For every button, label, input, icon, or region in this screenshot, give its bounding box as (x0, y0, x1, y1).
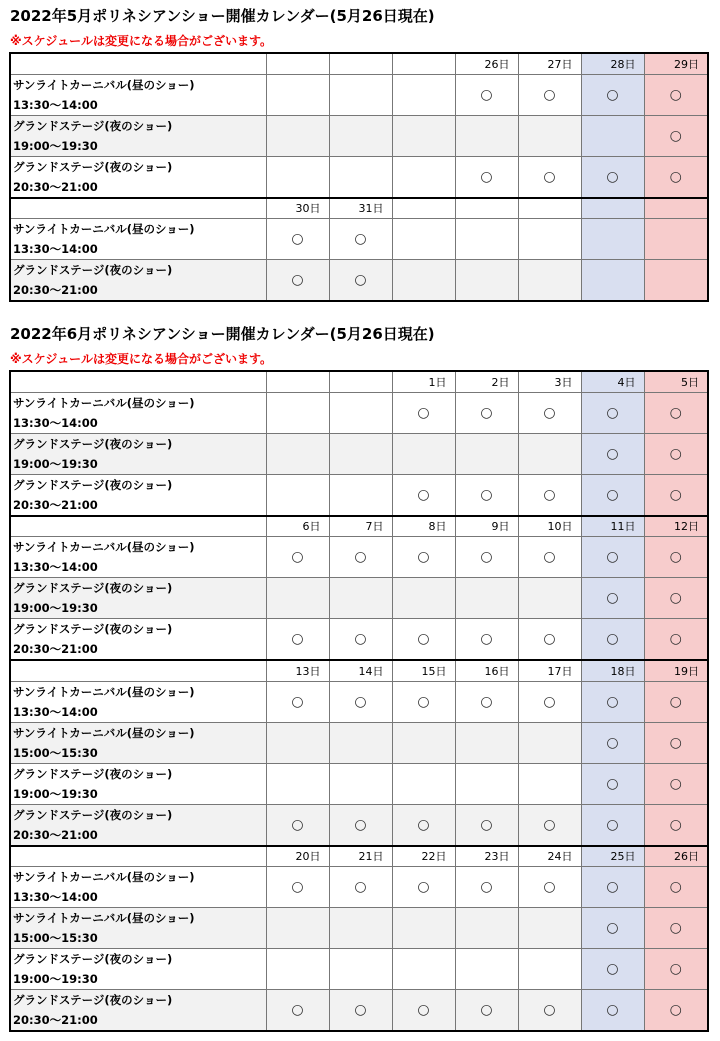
schedule-cell (518, 115, 581, 156)
may-schedule-note: ※スケジュールは変更になる場合がございます。 (10, 34, 272, 48)
june-schedule-table (9, 370, 709, 1032)
schedule-cell: ○ (644, 115, 708, 156)
schedule-cell: ○ (581, 156, 644, 198)
schedule-cell: ○ (329, 619, 392, 661)
day-header: 13日 (266, 660, 329, 681)
schedule-cell: ○ (266, 804, 329, 846)
schedule-cell: ○ (644, 990, 708, 1032)
june-calendar-section (0, 318, 720, 1032)
schedule-cell (329, 949, 392, 990)
show-row (10, 433, 708, 474)
show-time: 19:00～19:30 (13, 601, 98, 615)
show-row (10, 578, 708, 619)
show-time: 20:30～21:00 (13, 179, 98, 194)
day-header: 14日 (329, 660, 392, 681)
show-name: グランドステージ(夜のショー) (13, 952, 173, 966)
schedule-cell (266, 392, 329, 433)
schedule-cell: ○ (392, 619, 455, 661)
show-row (10, 74, 708, 115)
day-header (266, 53, 329, 74)
show-row (10, 260, 708, 302)
show-time: 13:30～14:00 (13, 242, 98, 256)
schedule-cell: ○ (581, 867, 644, 908)
show-label (10, 949, 266, 990)
day-header: 6日 (266, 516, 329, 537)
schedule-cell (518, 949, 581, 990)
day-header (266, 371, 329, 392)
schedule-cell (266, 115, 329, 156)
week-header-row (10, 371, 708, 392)
schedule-cell (455, 260, 518, 302)
day-header: 4日 (581, 371, 644, 392)
day-header: 18日 (581, 660, 644, 681)
schedule-cell: ○ (644, 681, 708, 722)
day-header: 23日 (455, 846, 518, 867)
day-header: 26日 (455, 53, 518, 74)
show-time: 19:00～19:30 (13, 456, 98, 471)
week-header-blank (10, 53, 266, 74)
day-header: 29日 (644, 53, 708, 74)
day-header: 19日 (644, 660, 708, 681)
show-row (10, 681, 708, 722)
schedule-cell: ○ (266, 867, 329, 908)
schedule-cell (455, 219, 518, 260)
day-header: 16日 (455, 660, 518, 681)
schedule-cell: ○ (644, 537, 708, 578)
schedule-cell: ○ (329, 804, 392, 846)
show-label (10, 433, 266, 474)
schedule-cell (518, 219, 581, 260)
schedule-cell (329, 763, 392, 804)
schedule-cell: ○ (266, 681, 329, 722)
schedule-cell: ○ (581, 908, 644, 949)
schedule-cell: ○ (329, 219, 392, 260)
day-header (455, 198, 518, 219)
show-time: 13:30～14:00 (13, 704, 98, 719)
schedule-cell (392, 908, 455, 949)
show-label (10, 722, 266, 763)
show-name: グランドステージ(夜のショー) (13, 118, 173, 133)
schedule-cell (392, 219, 455, 260)
schedule-cell: ○ (581, 74, 644, 115)
show-row (10, 619, 708, 661)
schedule-cell: ○ (644, 908, 708, 949)
show-name: グランドステージ(夜のショー) (13, 159, 173, 174)
schedule-cell: ○ (644, 722, 708, 763)
show-time: 19:00～19:30 (13, 786, 98, 801)
show-row (10, 156, 708, 198)
week-header-row (10, 53, 708, 74)
show-label (10, 908, 266, 949)
day-header (392, 198, 455, 219)
show-label (10, 74, 266, 115)
june-calendar-title: 2022年6月ポリネシアンショー開催カレンダー(5月26日現在) (10, 325, 435, 343)
schedule-cell (644, 219, 708, 260)
schedule-cell: ○ (581, 763, 644, 804)
schedule-cell (392, 949, 455, 990)
schedule-cell: ○ (581, 392, 644, 433)
schedule-cell: ○ (392, 681, 455, 722)
show-label (10, 219, 266, 260)
schedule-cell: ○ (329, 537, 392, 578)
show-label (10, 681, 266, 722)
show-row (10, 474, 708, 516)
schedule-cell: ○ (329, 990, 392, 1032)
day-header: 17日 (518, 660, 581, 681)
day-header: 11日 (581, 516, 644, 537)
show-row (10, 537, 708, 578)
show-row (10, 722, 708, 763)
schedule-cell (329, 722, 392, 763)
show-label (10, 804, 266, 846)
schedule-cell: ○ (644, 578, 708, 619)
schedule-cell (329, 433, 392, 474)
schedule-cell (266, 722, 329, 763)
schedule-cell: ○ (581, 949, 644, 990)
show-name: グランドステージ(夜のショー) (13, 622, 173, 636)
schedule-cell (266, 908, 329, 949)
schedule-cell (329, 392, 392, 433)
day-header: 27日 (518, 53, 581, 74)
schedule-cell (329, 474, 392, 516)
schedule-cell (392, 156, 455, 198)
show-label (10, 537, 266, 578)
schedule-cell: ○ (581, 722, 644, 763)
schedule-cell (455, 578, 518, 619)
schedule-cell (329, 115, 392, 156)
show-time: 19:00～19:30 (13, 972, 98, 986)
may-schedule-table (9, 52, 709, 302)
week-header-row (10, 198, 708, 219)
show-row (10, 908, 708, 949)
show-label (10, 990, 266, 1032)
show-name: グランドステージ(夜のショー) (13, 477, 173, 492)
schedule-cell: ○ (518, 474, 581, 516)
show-label (10, 392, 266, 433)
schedule-cell: ○ (644, 156, 708, 198)
schedule-cell: ○ (518, 537, 581, 578)
show-label (10, 156, 266, 198)
show-name: サンライトカーニバル(昼のショー) (13, 77, 195, 92)
schedule-cell: ○ (329, 260, 392, 302)
day-header (329, 53, 392, 74)
schedule-cell: ○ (518, 74, 581, 115)
schedule-cell (455, 722, 518, 763)
schedule-cell (455, 433, 518, 474)
june-schedule-note: ※スケジュールは変更になる場合がございます。 (10, 352, 272, 366)
schedule-cell: ○ (455, 681, 518, 722)
day-header: 1日 (392, 371, 455, 392)
schedule-cell: ○ (392, 537, 455, 578)
show-name: グランドステージ(夜のショー) (13, 766, 173, 781)
schedule-cell (455, 949, 518, 990)
schedule-cell: ○ (266, 537, 329, 578)
schedule-cell (581, 219, 644, 260)
show-name: グランドステージ(夜のショー) (13, 263, 173, 277)
show-label (10, 619, 266, 661)
day-header (644, 198, 708, 219)
schedule-cell (644, 260, 708, 302)
schedule-cell: ○ (518, 681, 581, 722)
day-header: 25日 (581, 846, 644, 867)
schedule-cell (266, 949, 329, 990)
show-time: 20:30～21:00 (13, 497, 98, 512)
day-header: 26日 (644, 846, 708, 867)
schedule-cell: ○ (581, 433, 644, 474)
schedule-cell: ○ (581, 474, 644, 516)
schedule-cell: ○ (518, 804, 581, 846)
schedule-cell (266, 156, 329, 198)
schedule-cell: ○ (518, 867, 581, 908)
schedule-cell: ○ (644, 619, 708, 661)
show-row (10, 867, 708, 908)
schedule-cell (518, 578, 581, 619)
schedule-cell (329, 74, 392, 115)
week-header-blank (10, 660, 266, 681)
schedule-cell (392, 763, 455, 804)
schedule-cell: ○ (518, 392, 581, 433)
day-header: 20日 (266, 846, 329, 867)
week-header-row (10, 660, 708, 681)
schedule-cell (392, 433, 455, 474)
schedule-cell (392, 260, 455, 302)
show-label (10, 867, 266, 908)
schedule-cell: ○ (518, 990, 581, 1032)
week-header-blank (10, 371, 266, 392)
week-header-row (10, 846, 708, 867)
day-header: 22日 (392, 846, 455, 867)
show-time: 13:30～14:00 (13, 560, 98, 574)
schedule-cell: ○ (518, 619, 581, 661)
schedule-cell: ○ (329, 681, 392, 722)
show-row (10, 804, 708, 846)
show-row (10, 949, 708, 990)
schedule-cell (455, 908, 518, 949)
day-header: 12日 (644, 516, 708, 537)
show-name: サンライトカーニバル(昼のショー) (13, 540, 195, 554)
day-header: 8日 (392, 516, 455, 537)
schedule-cell (518, 722, 581, 763)
show-time: 13:30～14:00 (13, 890, 98, 904)
show-time: 20:30～21:00 (13, 827, 98, 842)
schedule-cell (329, 156, 392, 198)
schedule-cell (266, 474, 329, 516)
schedule-cell (329, 908, 392, 949)
schedule-cell (266, 578, 329, 619)
schedule-cell: ○ (455, 619, 518, 661)
day-header: 5日 (644, 371, 708, 392)
schedule-cell (518, 763, 581, 804)
schedule-cell (518, 908, 581, 949)
week-header-blank (10, 516, 266, 537)
show-time: 13:30～14:00 (13, 97, 98, 112)
schedule-cell: ○ (581, 681, 644, 722)
schedule-cell (392, 722, 455, 763)
schedule-cell (266, 763, 329, 804)
day-header: 24日 (518, 846, 581, 867)
schedule-cell: ○ (266, 219, 329, 260)
schedule-cell: ○ (266, 619, 329, 661)
show-row (10, 219, 708, 260)
schedule-cell (266, 433, 329, 474)
schedule-cell (518, 260, 581, 302)
schedule-cell: ○ (644, 474, 708, 516)
schedule-cell: ○ (644, 867, 708, 908)
schedule-cell: ○ (644, 392, 708, 433)
schedule-cell (392, 74, 455, 115)
schedule-cell: ○ (329, 867, 392, 908)
week-header-row (10, 516, 708, 537)
schedule-cell: ○ (581, 537, 644, 578)
show-label (10, 115, 266, 156)
schedule-cell: ○ (266, 260, 329, 302)
show-time: 13:30～14:00 (13, 415, 98, 430)
show-name: グランドステージ(夜のショー) (13, 581, 173, 595)
week-header-blank (10, 198, 266, 219)
show-name: サンライトカーニバル(昼のショー) (13, 725, 195, 740)
day-header (329, 371, 392, 392)
schedule-cell (392, 578, 455, 619)
schedule-cell: ○ (581, 804, 644, 846)
schedule-cell: ○ (455, 804, 518, 846)
day-header: 3日 (518, 371, 581, 392)
may-calendar-section (0, 0, 720, 302)
schedule-cell: ○ (455, 990, 518, 1032)
show-name: グランドステージ(夜のショー) (13, 436, 173, 451)
schedule-cell (581, 115, 644, 156)
show-name: サンライトカーニバル(昼のショー) (13, 911, 195, 925)
show-label (10, 578, 266, 619)
day-header: 21日 (329, 846, 392, 867)
schedule-cell: ○ (644, 763, 708, 804)
schedule-cell: ○ (455, 156, 518, 198)
schedule-cell: ○ (392, 804, 455, 846)
day-header (392, 53, 455, 74)
day-header: 9日 (455, 516, 518, 537)
day-header: 2日 (455, 371, 518, 392)
schedule-cell: ○ (581, 578, 644, 619)
schedule-cell (518, 433, 581, 474)
schedule-cell: ○ (644, 433, 708, 474)
schedule-cell (329, 578, 392, 619)
schedule-cell (392, 115, 455, 156)
day-header: 31日 (329, 198, 392, 219)
schedule-cell: ○ (644, 74, 708, 115)
schedule-cell: ○ (455, 474, 518, 516)
show-name: グランドステージ(夜のショー) (13, 807, 173, 822)
schedule-cell: ○ (518, 156, 581, 198)
schedule-cell (581, 260, 644, 302)
schedule-cell (455, 763, 518, 804)
show-row (10, 392, 708, 433)
may-calendar-title: 2022年5月ポリネシアンショー開催カレンダー(5月26日現在) (10, 7, 435, 25)
show-time: 20:30～21:00 (13, 1013, 98, 1027)
show-name: サンライトカーニバル(昼のショー) (13, 395, 195, 410)
day-header: 15日 (392, 660, 455, 681)
show-name: グランドステージ(夜のショー) (13, 993, 173, 1007)
schedule-cell: ○ (266, 990, 329, 1032)
show-row (10, 763, 708, 804)
show-name: サンライトカーニバル(昼のショー) (13, 870, 195, 884)
day-header (581, 198, 644, 219)
show-time: 20:30～21:00 (13, 642, 98, 656)
day-header: 7日 (329, 516, 392, 537)
schedule-cell: ○ (392, 392, 455, 433)
schedule-cell: ○ (392, 990, 455, 1032)
show-time: 15:00～15:30 (13, 745, 98, 760)
schedule-cell (455, 115, 518, 156)
show-name: サンライトカーニバル(昼のショー) (13, 684, 195, 699)
week-header-blank (10, 846, 266, 867)
show-time: 20:30～21:00 (13, 283, 98, 297)
day-header: 28日 (581, 53, 644, 74)
show-time: 15:00～15:30 (13, 931, 98, 945)
schedule-cell: ○ (455, 74, 518, 115)
show-label (10, 474, 266, 516)
schedule-cell: ○ (455, 867, 518, 908)
show-label (10, 260, 266, 302)
day-header: 10日 (518, 516, 581, 537)
schedule-cell: ○ (455, 537, 518, 578)
schedule-cell: ○ (644, 949, 708, 990)
schedule-cell: ○ (581, 990, 644, 1032)
schedule-cell: ○ (644, 804, 708, 846)
day-header: 30日 (266, 198, 329, 219)
day-header (518, 198, 581, 219)
show-label (10, 763, 266, 804)
show-row (10, 115, 708, 156)
show-row (10, 990, 708, 1032)
schedule-cell: ○ (455, 392, 518, 433)
schedule-cell: ○ (392, 867, 455, 908)
schedule-cell: ○ (581, 619, 644, 661)
schedule-cell: ○ (392, 474, 455, 516)
show-time: 19:00～19:30 (13, 138, 98, 153)
show-name: サンライトカーニバル(昼のショー) (13, 222, 195, 236)
schedule-cell (266, 74, 329, 115)
